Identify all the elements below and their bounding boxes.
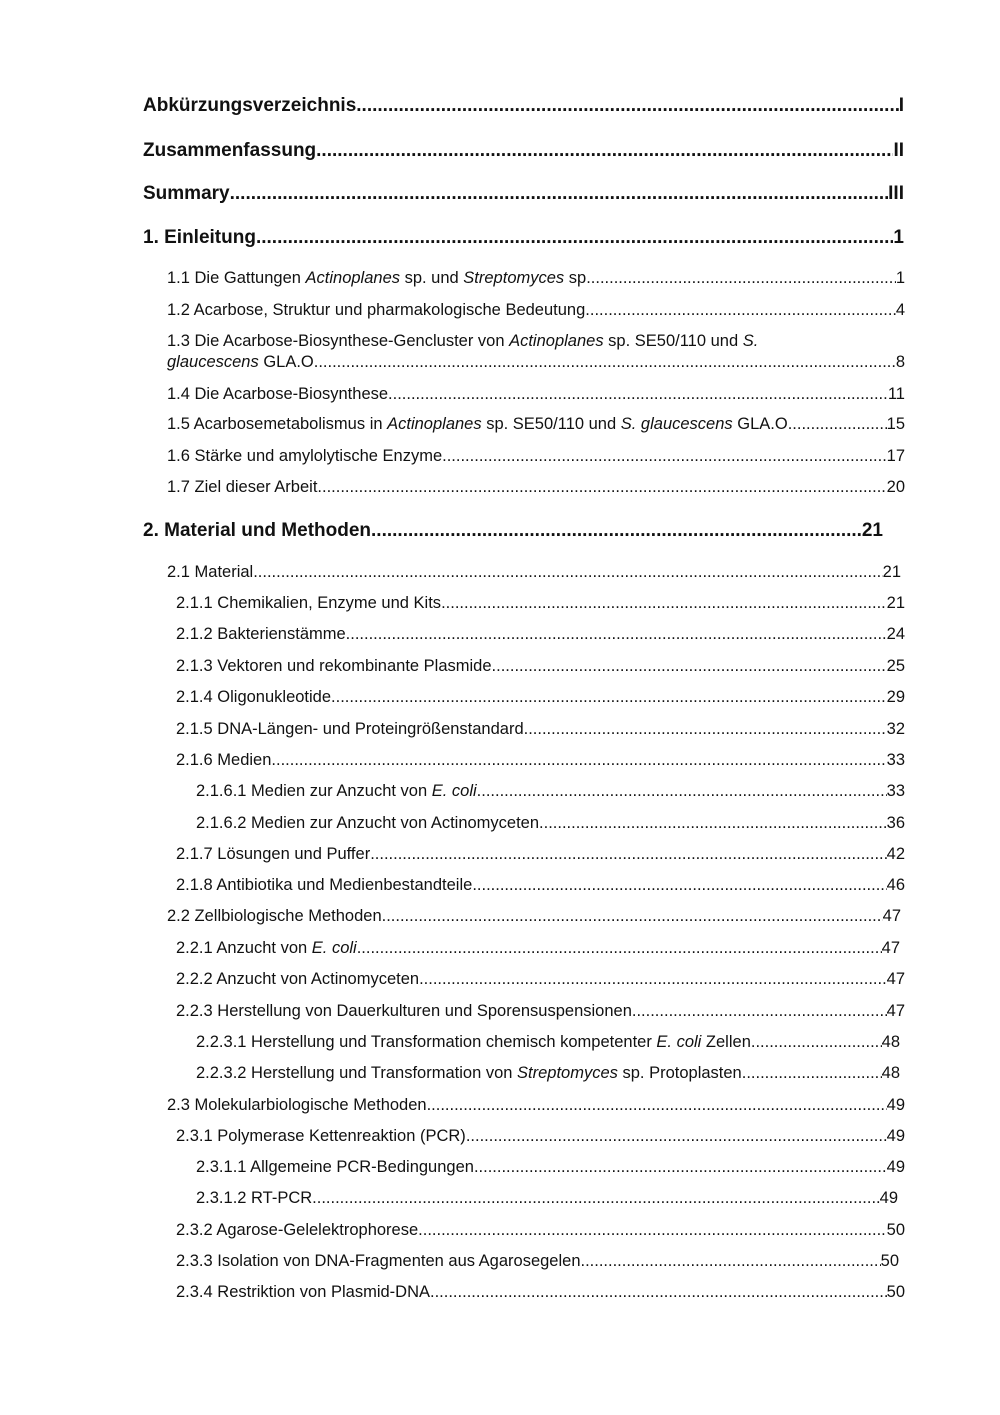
toc-page-number: 42 — [886, 845, 905, 863]
toc-page-number: 46 — [886, 876, 905, 894]
toc-entry-title: 1.1 Die Gattungen Actinoplanes sp. und Streptomyces sp — [167, 269, 587, 287]
toc-entry-title: Abkürzungsverzeichnis — [143, 95, 357, 116]
toc-leader-dots — [477, 782, 887, 801]
toc-page-number: 48 — [881, 1064, 900, 1082]
toc-page-number: 50 — [886, 1283, 905, 1301]
toc-entry-title: 2.1.1 Chemikalien, Enzyme und Kits — [176, 594, 442, 612]
toc-entry-title: 2.3.2 Agarose-Gelelektrophorese — [176, 1221, 419, 1239]
toc-leader-dots — [586, 269, 896, 288]
toc-leader-dots — [230, 183, 889, 205]
toc-leader-dots — [524, 720, 887, 739]
toc-entry-2-1-6-1[interactable] — [196, 782, 905, 801]
toc-leader-dots — [427, 1096, 887, 1115]
toc-leader-dots — [314, 353, 896, 372]
toc-entry-title: 2.1 Material — [167, 563, 254, 581]
toc-entry-material-und-methoden[interactable] — [143, 520, 883, 542]
toc-leader-dots — [742, 1064, 882, 1083]
toc-page-number: 17 — [886, 447, 905, 465]
toc-entry-2-1-5[interactable] — [176, 720, 905, 739]
toc-entry-zusammenfassung[interactable] — [143, 140, 904, 162]
toc-leader-dots — [418, 1221, 886, 1240]
toc-entry-title: 2.2.3.1 Herstellung und Transformation chemisch kompetenter E. coli Zellen — [196, 1033, 751, 1051]
toc-page-number: 47 — [882, 907, 901, 925]
toc-entry-2-1-6[interactable] — [176, 751, 905, 770]
toc-entry-title: Summary — [143, 183, 230, 204]
toc-entry-title: 2.1.6.2 Medien zur Anzucht von Actinomyceten — [196, 814, 540, 832]
toc-leader-dots — [472, 876, 886, 895]
toc-entry-title: Zusammenfassung — [143, 140, 317, 161]
toc-entry-title: 1.7 Ziel dieser Arbeit — [167, 478, 318, 496]
toc-page-number: III — [888, 183, 904, 204]
toc-entry-2-2-2[interactable] — [176, 970, 905, 989]
toc-page-number: 32 — [886, 720, 905, 738]
toc-leader-dots — [492, 657, 887, 676]
toc-entry-2-2-3[interactable] — [176, 1002, 905, 1021]
toc-entry-2-1-2[interactable] — [176, 625, 905, 644]
toc-page-number: 49 — [886, 1158, 905, 1176]
toc-leader-dots — [788, 415, 887, 434]
toc-entry-1-6[interactable] — [167, 447, 905, 466]
toc-leader-dots — [271, 751, 886, 770]
toc-entry-1-4[interactable] — [167, 385, 905, 404]
toc-entry-title: 1.4 Die Acarbose-Biosynthese — [167, 385, 389, 403]
toc-page-number: 33 — [886, 751, 905, 769]
toc-page-number: 21 — [882, 563, 901, 581]
toc-entry-title: 2.1.8 Antibiotika und Medienbestandteile — [176, 876, 473, 894]
toc-entry-title: 2.3.1.1 Allgemeine PCR-Bedingungen — [196, 1158, 474, 1176]
toc-entry-2-3-1-2[interactable] — [196, 1189, 898, 1208]
toc-entry-title: 2.3.1 Polymerase Kettenreaktion (PCR) — [176, 1127, 466, 1145]
toc-page-number: 49 — [879, 1189, 898, 1207]
toc-page-number: 29 — [886, 688, 905, 706]
toc-entry-2-1[interactable] — [167, 563, 901, 582]
toc-entry-title: 2.2.3.2 Herstellung und Transformation von Streptomyces sp. Protoplasten — [196, 1064, 742, 1082]
toc-leader-dots — [430, 1283, 887, 1302]
toc-leader-dots — [346, 625, 887, 644]
toc-entry-title: glaucescens GLA.O — [167, 353, 314, 371]
toc-leader-dots — [474, 1158, 887, 1177]
toc-entry-title: 2.1.6 Medien — [176, 751, 272, 769]
toc-entry-2-1-3[interactable] — [176, 657, 905, 676]
toc-page-number: 1 — [893, 227, 904, 248]
toc-entry-2-2[interactable] — [167, 907, 901, 926]
toc-page-number: 50 — [886, 1221, 905, 1239]
toc-entry-title: 1.2 Acarbose, Struktur und pharmakologische Bedeutung — [167, 301, 586, 319]
toc-leader-dots — [357, 939, 882, 958]
toc-leader-dots — [632, 1002, 887, 1021]
toc-page-number: 21 — [861, 520, 883, 541]
toc-page-number: 49 — [886, 1127, 905, 1145]
toc-entry-1-3[interactable] — [167, 353, 905, 372]
toc-entry-2-2-3-1[interactable] — [196, 1033, 900, 1052]
toc-entry-title: 2.1.2 Bakterienstämme — [176, 625, 346, 643]
toc-entry-title: 2.2.2 Anzucht von Actinomyceten — [176, 970, 420, 988]
toc-leader-dots — [751, 1033, 882, 1052]
toc-entry-title: 2.3.1.2 RT-PCR — [196, 1189, 313, 1207]
toc-leader-dots — [388, 385, 888, 404]
toc-entry-2-3-3[interactable] — [176, 1252, 899, 1271]
toc-page-number: II — [893, 140, 904, 161]
toc-entry-title: 1.5 Acarbosemetabolismus in Actinoplanes sp. SE50/110 und S. glaucescens GLA.O — [167, 415, 788, 433]
toc-leader-dots — [331, 688, 887, 707]
toc-entry-2-1-8[interactable] — [176, 876, 905, 895]
toc-entry-2-1-7[interactable] — [176, 845, 905, 864]
toc-leader-dots — [370, 845, 886, 864]
toc-leader-dots — [316, 140, 893, 162]
toc-page-number: 25 — [886, 657, 905, 675]
toc-entry-summary[interactable] — [143, 183, 904, 205]
toc-leader-dots — [312, 1189, 879, 1208]
toc-leader-dots — [581, 1252, 881, 1271]
toc-leader-dots — [382, 907, 883, 926]
toc-entry-title: 2.1.5 DNA-Längen- und Proteingrößenstandard — [176, 720, 524, 738]
toc-entry-einleitung[interactable] — [143, 227, 904, 249]
toc-entry-title: 2. Material und Methoden — [143, 520, 372, 541]
toc-leader-dots — [539, 814, 887, 833]
toc-entry-title: 2.3 Molekularbiologische Methoden — [167, 1096, 427, 1114]
toc-entry-title: 1.6 Stärke und amylolytische Enzyme — [167, 447, 443, 465]
toc-page-number: 15 — [886, 415, 905, 433]
toc-leader-dots — [256, 227, 893, 249]
toc-entry-title: 2.3.3 Isolation von DNA-Fragmenten aus Agarosegelen — [176, 1252, 581, 1270]
toc-leader-dots — [371, 520, 862, 542]
toc-entry-2-3-1[interactable] — [176, 1127, 905, 1146]
toc-entry-1-3-line1[interactable]: 1.3 Die Acarbose-Biosynthese-Gencluster von Actinoplanes sp. SE50/110 und S. — [167, 332, 759, 350]
toc-page-number: 50 — [880, 1252, 899, 1270]
toc-page-number: I — [898, 95, 904, 116]
toc-entry-2-3[interactable] — [167, 1096, 905, 1115]
toc-leader-dots — [356, 95, 898, 117]
toc-page-number: 47 — [886, 970, 905, 988]
toc-entry-2-1-6-2[interactable] — [196, 814, 905, 833]
toc-entry-1-1[interactable] — [167, 269, 905, 288]
toc-leader-dots — [419, 970, 887, 989]
toc-entry-title: 2.3.4 Restriktion von Plasmid-DNA — [176, 1283, 431, 1301]
toc-leader-dots — [466, 1127, 887, 1146]
toc-page-number: 49 — [886, 1096, 905, 1114]
toc-entry-title: 2.1.3 Vektoren und rekombinante Plasmide — [176, 657, 492, 675]
toc-page-number: 4 — [895, 301, 905, 319]
toc-leader-dots — [441, 594, 887, 613]
toc-page-number: 21 — [886, 594, 905, 612]
toc-page-number: 33 — [886, 782, 905, 800]
toc-page-number: 11 — [887, 385, 905, 403]
toc-entry-2-3-2[interactable] — [176, 1221, 905, 1240]
toc-entry-title: 2.1.6.1 Medien zur Anzucht von E. coli — [196, 782, 477, 800]
toc-leader-dots — [253, 563, 882, 582]
toc-page-number: 47 — [881, 939, 900, 957]
toc-entry-2-2-3-2[interactable] — [196, 1064, 900, 1083]
toc-entry-abkuerzungsverzeichnis[interactable] — [143, 95, 904, 117]
toc-leader-dots — [317, 478, 886, 497]
toc-page-number: 36 — [886, 814, 905, 832]
toc-leader-dots — [585, 301, 896, 320]
toc-entry-2-3-4[interactable] — [176, 1283, 905, 1302]
toc-page-number: 24 — [886, 625, 905, 643]
toc-entry-1-7[interactable] — [167, 478, 905, 497]
toc-page-number: 48 — [881, 1033, 900, 1051]
toc-entry-2-1-1[interactable] — [176, 594, 905, 613]
toc-entry-title: 2.2.3 Herstellung von Dauerkulturen und Sporensuspensionen — [176, 1002, 632, 1020]
toc-entry-title: 1. Einleitung — [143, 227, 256, 248]
toc-entry-title: 2.1.7 Lösungen und Puffer — [176, 845, 371, 863]
toc-page-number: 20 — [886, 478, 905, 496]
toc-page-number: 8 — [895, 353, 905, 371]
toc-leader-dots — [442, 447, 887, 466]
toc-entry-title: 2.2 Zellbiologische Methoden — [167, 907, 382, 925]
toc-entry-2-2-1[interactable] — [176, 939, 900, 958]
toc-entry-title: 2.2.1 Anzucht von E. coli — [176, 939, 357, 957]
toc-entry-2-1-4[interactable] — [176, 688, 905, 707]
toc-entry-2-3-1-1[interactable] — [196, 1158, 905, 1177]
toc-page-number: 1 — [895, 269, 905, 287]
toc-page-number: 47 — [886, 1002, 905, 1020]
toc-entry-1-2[interactable] — [167, 301, 905, 320]
toc-entry-1-5[interactable] — [167, 415, 905, 434]
toc-entry-title: 2.1.4 Oligonukleotide — [176, 688, 332, 706]
